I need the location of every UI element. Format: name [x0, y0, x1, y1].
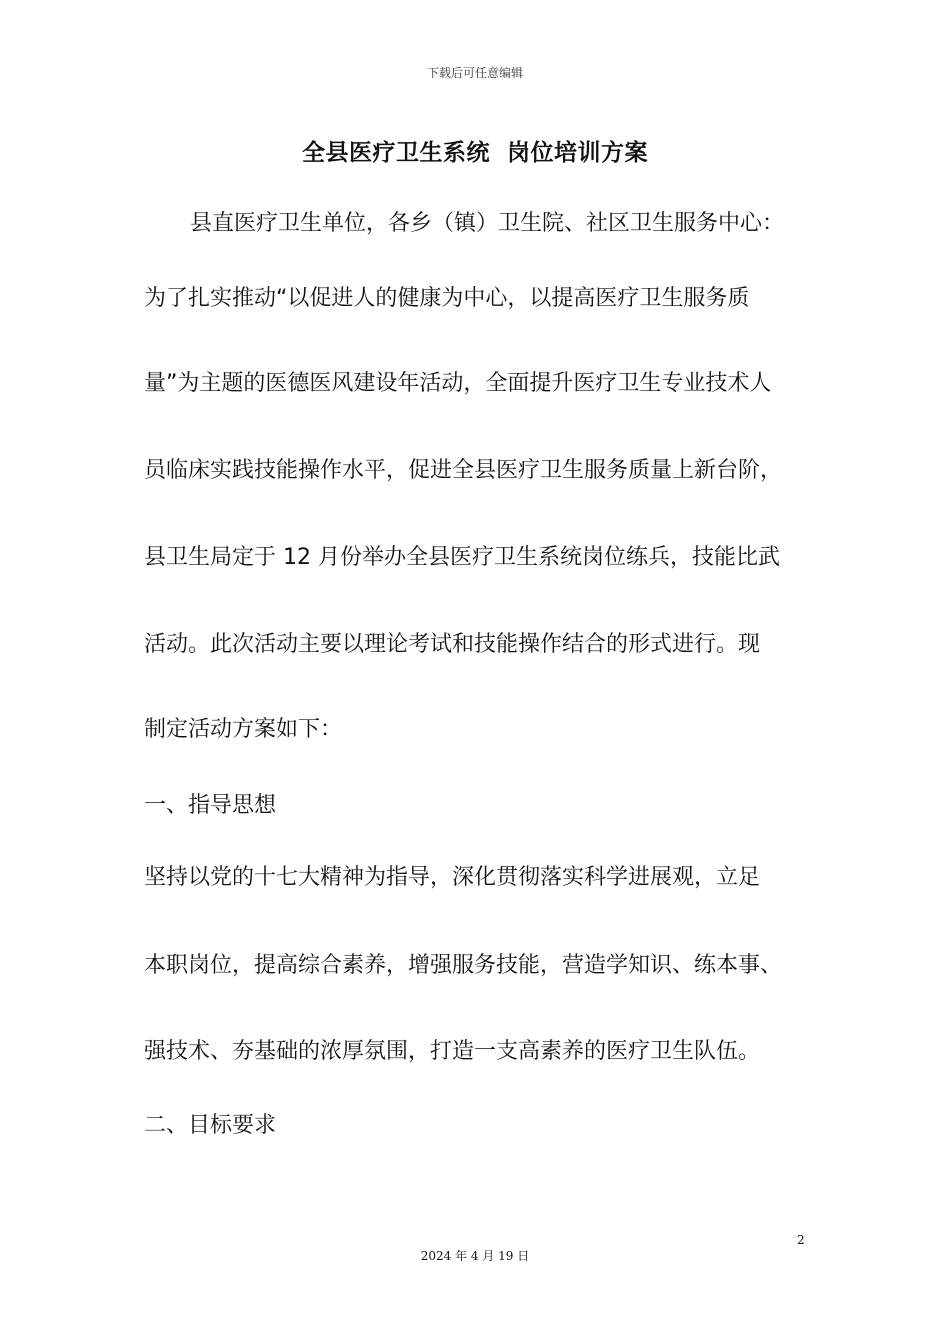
paragraph-line: 坚持以党的十七大精神为指导，深化贯彻落实科学进展观，立足: [144, 865, 761, 890]
paragraph-line: 员临床实践技能操作水平，促进全县医疗卫生服务质量上新台阶，: [144, 458, 783, 483]
paragraph-line: 县卫生局定于 12 月份举办全县医疗卫生系统岗位练兵，技能比武: [144, 545, 780, 570]
paragraph-line: 本职岗位，提高综合素养，增强服务技能，营造学知识、练本事、: [144, 953, 783, 978]
salutation-line: 县直医疗卫生单位，各乡（镇）卫生院、社区卫生服务中心：: [190, 211, 785, 236]
paragraph-line: 活动。此次活动主要以理论考试和技能操作结合的形式进行。现: [144, 632, 761, 657]
paragraph-line: 强技术、夯基础的浓厚氛围，打造一支高素养的医疗卫生队伍。: [144, 1039, 761, 1064]
footer-date: 2024 年 4 月 19 日: [420, 1249, 530, 1263]
paragraph-line: 制定活动方案如下：: [144, 717, 343, 742]
document-title: 全县医疗卫生系统 岗位培训方案: [301, 140, 648, 166]
paragraph-line: 量”为主题的医德医风建设年活动，全面提升医疗卫生专业技术人: [144, 371, 772, 396]
page-number: 2: [797, 1233, 805, 1247]
paragraph-line: 为了扎实推动“以促进人的健康为中心，以提高医疗卫生服务质: [144, 286, 750, 311]
section-heading: 一、指导思想: [144, 793, 277, 818]
section-heading: 二、目标要求: [144, 1113, 277, 1138]
header-note: 下载后可任意编辑: [426, 66, 523, 80]
